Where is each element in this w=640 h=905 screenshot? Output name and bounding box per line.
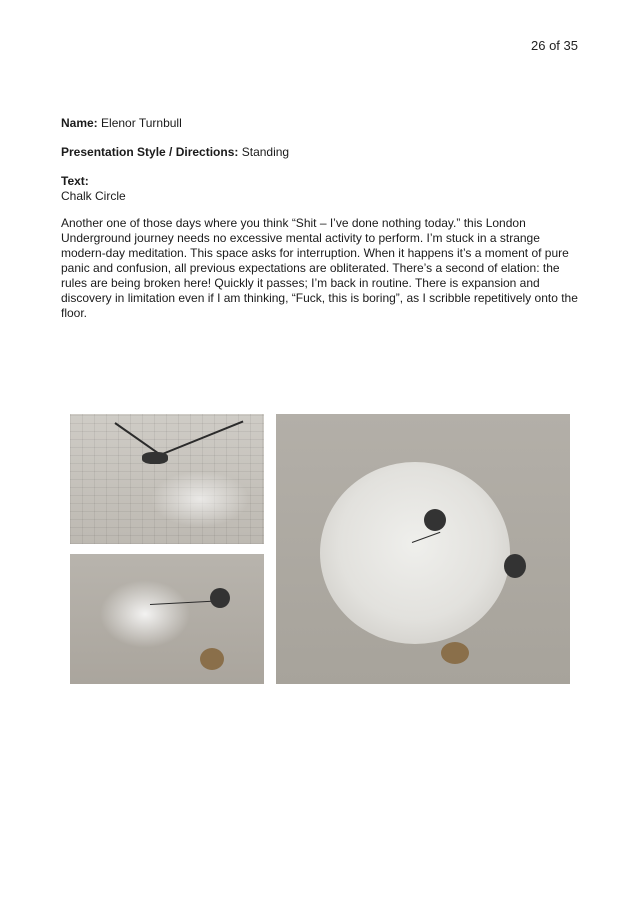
name-field	[61, 116, 581, 131]
person-figure	[200, 648, 224, 670]
name-value: Elenor Turnbull	[101, 116, 182, 130]
presentation-value: Standing	[241, 145, 290, 159]
photo-grid	[70, 414, 570, 684]
text-label: Text:	[61, 174, 89, 188]
body-text: Another one of those days where you think “Shit – I’ve done nothing today.” this London Underground journey needs no excessive mental activity to perform. I’m stuck in a strange modern-day meditation. This space asks for interruption. When it happens it’s a moment of pure panic and confusion, all previous expectations are obliterated. There’s a second of elation: the rules are being broken here! Quickly it passes; I’m back in routine. There is expansion and discovery in limitation even if I am thinking, “Fuck, this is boring”, as I scribble repetitively onto the floor.	[61, 216, 578, 320]
person-figure	[210, 588, 230, 608]
chalk-circle	[320, 462, 510, 644]
rope-line	[155, 420, 244, 457]
photo-chalk-street	[70, 414, 264, 544]
presentation-field	[61, 145, 581, 160]
name-label: Name:	[61, 116, 98, 130]
rope-coil	[142, 452, 168, 464]
entry-content	[61, 116, 581, 333]
photo-chalk-circle	[276, 414, 570, 684]
photo-chalk-drawing	[70, 554, 264, 684]
presentation-label: Presentation Style / Directions:	[61, 145, 239, 159]
person-figure	[424, 509, 446, 531]
text-title: Chalk Circle	[61, 189, 126, 203]
person-figure	[441, 642, 469, 664]
page-number: 26 of 35	[531, 38, 578, 53]
person-figure	[504, 554, 526, 578]
text-field	[61, 174, 581, 204]
chalk-string	[150, 601, 212, 605]
